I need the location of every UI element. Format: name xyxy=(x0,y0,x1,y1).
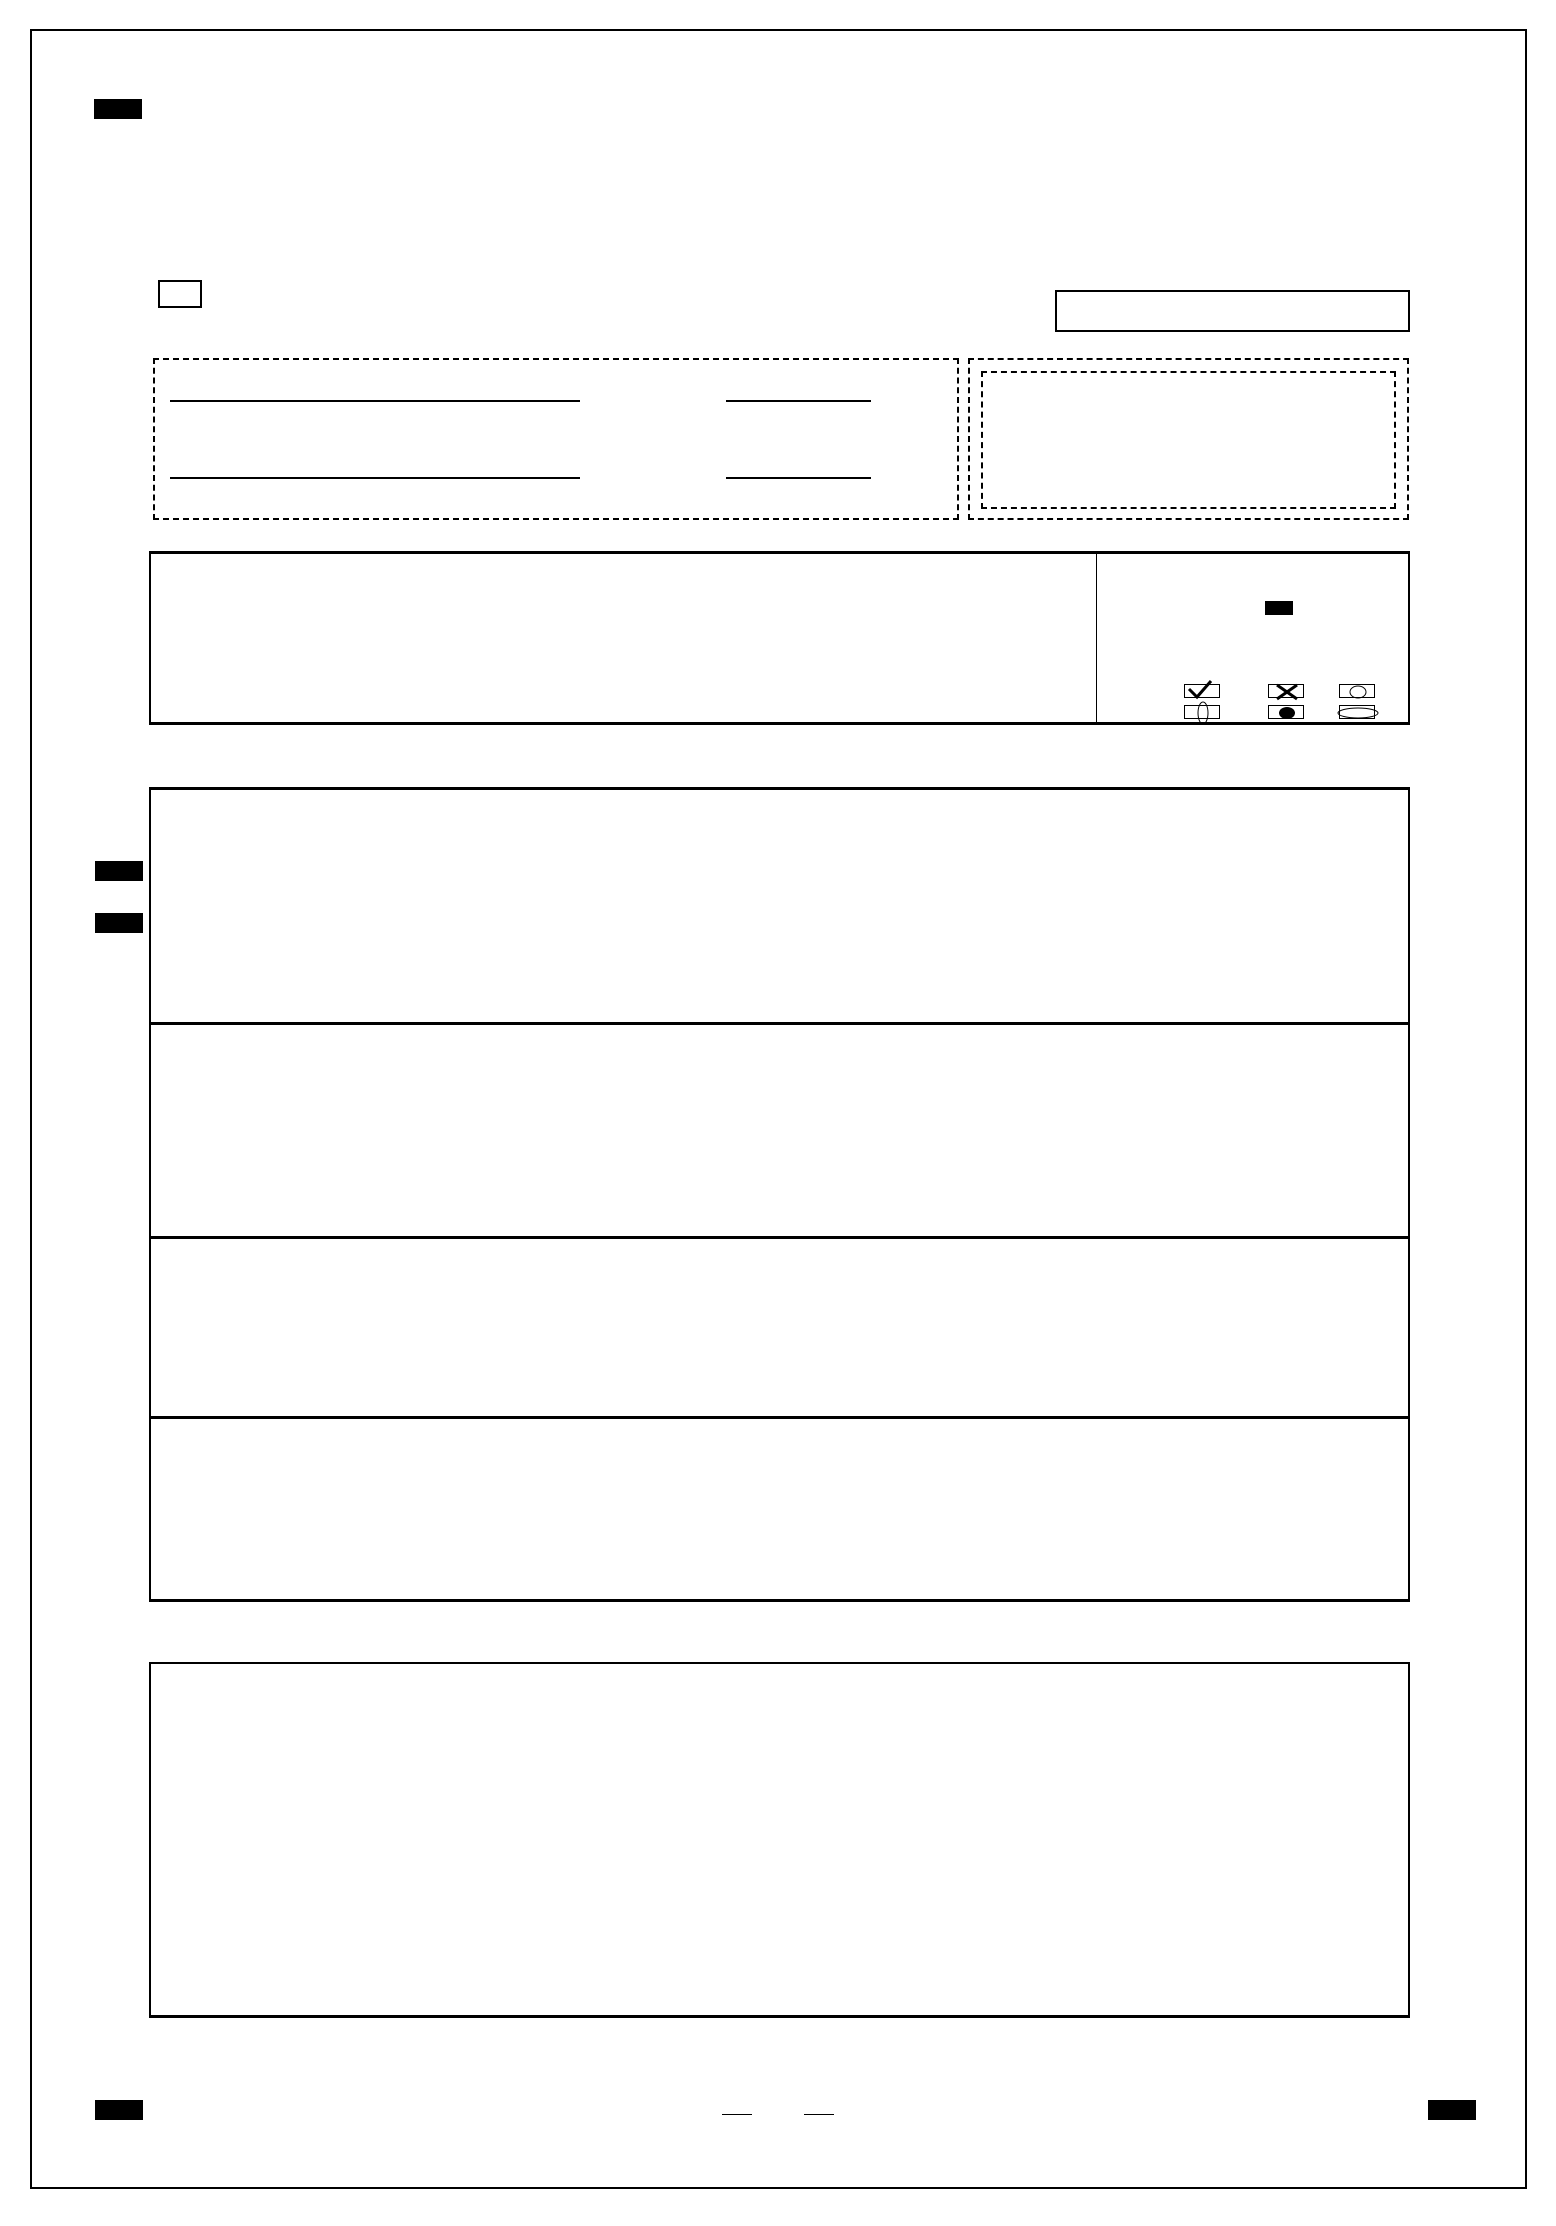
school-field[interactable] xyxy=(170,376,580,402)
check-mark-sample-icon xyxy=(1184,684,1220,698)
notice-divider xyxy=(1096,554,1097,722)
page-number xyxy=(0,2095,1556,2130)
admission-number-grid xyxy=(1055,290,1410,332)
absent-checkbox[interactable] xyxy=(158,280,202,308)
wide-oval-sample-icon xyxy=(1339,705,1375,719)
class-field[interactable] xyxy=(726,376,871,402)
alignment-marker xyxy=(95,913,143,933)
absent-mark xyxy=(152,280,202,308)
section4-box xyxy=(149,1416,1410,1602)
seat-field[interactable] xyxy=(726,453,871,479)
correct-fill-sample-icon xyxy=(1265,601,1293,615)
section1-box xyxy=(149,787,1410,1025)
section2-box xyxy=(149,1022,1410,1238)
small-circle-sample-icon xyxy=(1339,684,1375,698)
barcode-area xyxy=(981,371,1396,509)
section5-box xyxy=(149,1662,1410,2018)
cross-mark-sample-icon xyxy=(1268,684,1304,698)
filled-dot-sample-icon xyxy=(1268,705,1304,719)
vertical-oval-sample-icon xyxy=(1184,705,1220,719)
section3-box xyxy=(149,1236,1410,1418)
class-input-line[interactable] xyxy=(726,376,871,402)
alignment-marker xyxy=(94,99,142,119)
name-input-line[interactable] xyxy=(170,453,580,479)
school-input-line[interactable] xyxy=(170,376,580,402)
name-field[interactable] xyxy=(170,453,580,479)
notice-box xyxy=(149,551,1410,725)
page-title xyxy=(0,180,1556,231)
alignment-marker xyxy=(95,861,143,881)
seat-input-line[interactable] xyxy=(726,453,871,479)
